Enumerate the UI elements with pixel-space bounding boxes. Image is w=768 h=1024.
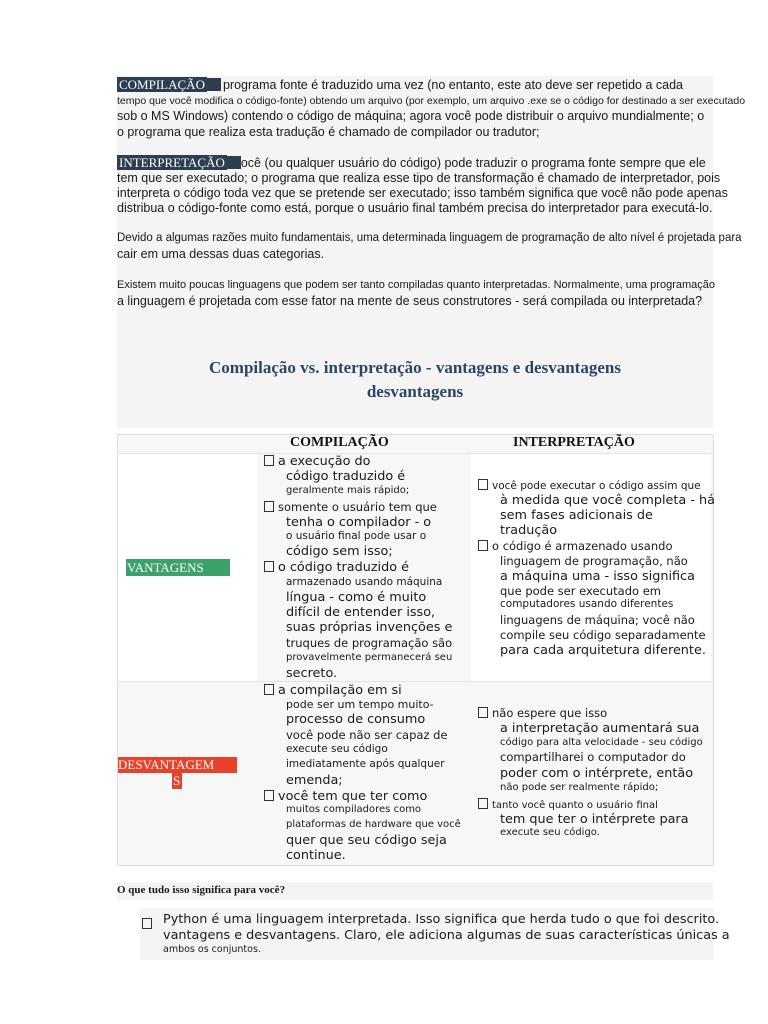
dis-comp-text: execute seu código bbox=[286, 743, 388, 755]
adv-comp-text: truques de programação são bbox=[286, 636, 453, 650]
checkbox-icon bbox=[142, 915, 156, 933]
adv-interp-text: que pode ser executado em bbox=[500, 584, 661, 598]
checkbox-icon bbox=[478, 540, 488, 551]
adv-comp-bullet-1: a execução do bbox=[264, 454, 370, 469]
adv-interp-text: linguagens de máquina; você não bbox=[500, 613, 695, 627]
header-row-divider bbox=[117, 453, 713, 454]
adv-comp-text: tenha o compilador - o bbox=[286, 515, 432, 530]
dis-comp-text: muitos compiladores como bbox=[286, 804, 422, 815]
adv-comp-text: provavelmente permanecerá seu bbox=[286, 652, 453, 663]
compilation-paragraph-line-4: o programa que realiza esta tradução é chamado de compilador ou tradutor; bbox=[117, 125, 540, 139]
adv-interp-text: sem fases adicionais de bbox=[500, 508, 653, 523]
languages-paragraph-line-2: a linguagem é projetada com esse fator na mente de seus construtores - será compilada ou interpretada? bbox=[117, 294, 703, 308]
adv-comp-text: código traduzido é bbox=[286, 469, 406, 484]
checkbox-icon bbox=[264, 501, 274, 512]
dis-interp-text: a interpretação aumentará sua bbox=[500, 721, 700, 736]
languages-paragraph-line-1: Existem muito poucas linguagens que podem ser tanto compiladas quanto interpretadas. Normalmente, uma programação bbox=[117, 279, 715, 291]
adv-interp-bullet-1: você pode executar o código assim que bbox=[478, 479, 701, 492]
interpretation-paragraph-line-2: tem que ser executado; o programa que realiza esse tipo de transformação é chamado de interpretador, pois bbox=[117, 171, 721, 185]
compilation-paragraph-line-3: sob o MS Windows) contendo o código de máquina; agora você pode distribuir o arquivo mundialmente; o bbox=[117, 109, 705, 123]
dis-comp-text: quer que seu código seja bbox=[286, 833, 447, 848]
column-header-interpretation: INTERPRETAÇÃO bbox=[513, 435, 635, 450]
adv-comp-text: geralmente mais rápido; bbox=[286, 485, 410, 496]
interpretation-tag: INTERPRETAÇÃO bbox=[119, 155, 225, 170]
adv-interp-text: compile seu código separadamente bbox=[500, 628, 706, 642]
checkbox-icon bbox=[264, 561, 274, 572]
adv-comp-text: o usuário final pode usar o bbox=[286, 530, 427, 542]
section-heading-line-2: desvantagens bbox=[366, 382, 464, 401]
python-note-line-2: vantagens e desvantagens. Claro, ele adiciona algumas de suas características únicas a bbox=[163, 928, 730, 943]
dis-comp-text: imediatamente após qualquer bbox=[286, 758, 445, 770]
column-header-compilation: COMPILAÇÃO bbox=[290, 435, 389, 450]
interpretation-paragraph-line-1: INTERPRETAÇÃO ocê (ou qualquer usuário do código) pode traduzir o programa fonte sempre que ele bbox=[119, 155, 706, 170]
adv-interp-text: linguagem de programação, não bbox=[500, 554, 688, 568]
checkbox-icon bbox=[478, 479, 488, 490]
checkbox-icon bbox=[478, 707, 488, 718]
adv-comp-bullet-3: o código traduzido é bbox=[264, 560, 409, 575]
adv-comp-bullet-2: somente o usuário tem que bbox=[264, 500, 437, 514]
dis-comp-text: emenda; bbox=[286, 773, 343, 788]
dis-interp-bullet-1: não espere que isso bbox=[478, 706, 607, 720]
adv-interp-bullet-2: o código é armazenado usando bbox=[478, 539, 672, 553]
disadvantages-label: DESVANTAGEM bbox=[118, 757, 215, 772]
adv-interp-text: computadores usando diferentes bbox=[500, 598, 674, 610]
interpretation-paragraph-line-3: interpreta o código toda vez que se pretende ser executado; isso também significa que você não pode apenas bbox=[117, 186, 728, 200]
dis-interp-bullet-2: tanto você quanto o usuário final bbox=[478, 798, 658, 811]
dis-comp-text: continue. bbox=[286, 848, 346, 863]
adv-comp-text: língua - como é muito bbox=[286, 590, 427, 605]
dis-comp-text: pode ser um tempo muito- bbox=[286, 698, 434, 711]
compilation-paragraph-line-1: COMPILAÇÃO programa fonte é traduzido uma vez (no entanto, este ato deve ser repetido a cada bbox=[119, 77, 683, 92]
checkbox-icon bbox=[264, 790, 274, 801]
adv-interp-text: tradução bbox=[500, 523, 558, 538]
compilation-tag: COMPILAÇÃO bbox=[119, 77, 205, 92]
python-note-line-3: ambos os conjuntos. bbox=[163, 944, 261, 955]
dis-interp-text: poder com o intérprete, então bbox=[500, 766, 694, 781]
adv-interp-text: a máquina uma - isso significa bbox=[500, 569, 695, 584]
disadvantages-label-wrap: S bbox=[173, 773, 181, 788]
adv-interp-text: à medida que você completa - há bbox=[500, 493, 715, 508]
advantages-label: VANTAGENS bbox=[127, 560, 204, 575]
row-divider bbox=[117, 681, 713, 682]
adv-comp-text: difícil de entender isso, bbox=[286, 605, 436, 620]
checkbox-icon bbox=[478, 798, 488, 809]
question-heading: O que tudo isso significa para você? bbox=[117, 884, 286, 896]
section-heading: Compilação vs. interpretação - vantagens e desvantagens bbox=[209, 358, 621, 377]
adv-comp-text: código sem isso; bbox=[286, 544, 393, 559]
adv-interp-text: para cada arquitetura diferente. bbox=[500, 643, 706, 658]
dis-comp-text: processo de consumo bbox=[286, 712, 426, 727]
python-note-line-1: Python é uma linguagem interpretada. Isso significa que herda tudo o que foi descrito. bbox=[163, 912, 720, 927]
dis-interp-text: execute seu código. bbox=[500, 827, 600, 838]
adv-comp-text: secreto. bbox=[286, 666, 338, 681]
categories-paragraph-line-2: cair em uma dessas duas categorias. bbox=[117, 247, 325, 261]
dis-interp-text: tem que ter o intérprete para bbox=[500, 812, 689, 827]
dis-comp-text: plataformas de hardware que você bbox=[286, 819, 461, 830]
adv-comp-text: suas próprias invenções e bbox=[286, 620, 453, 635]
dis-interp-text: código para alta velocidade - seu código bbox=[500, 737, 703, 748]
dis-comp-bullet-2: você tem que ter como bbox=[264, 789, 427, 804]
categories-paragraph-line-1: Devido a algumas razões muito fundamentais, uma determinada linguagem de programação de alto nível é projetada para bbox=[117, 232, 742, 244]
checkbox-icon bbox=[264, 455, 274, 466]
dis-comp-text: você pode não ser capaz de bbox=[286, 728, 448, 742]
interpretation-paragraph-line-4: distribua o código-fonte como está, porque o usuário final também precisa do interpretador para executá-lo. bbox=[117, 201, 713, 215]
dis-comp-bullet-1: a compilação em si bbox=[264, 683, 402, 698]
dis-interp-text: não pode ser realmente rápido; bbox=[500, 782, 659, 793]
adv-comp-text: armazenado usando máquina bbox=[286, 576, 443, 588]
checkbox-icon bbox=[264, 684, 274, 695]
compilation-paragraph-line-2: tempo que você modifica o código-fonte) obtendo um arquivo (por exemplo, um arquivo .exe se o código for destinado a ser executado bbox=[117, 95, 746, 107]
dis-interp-text: compartilharei o computador do bbox=[500, 750, 686, 764]
